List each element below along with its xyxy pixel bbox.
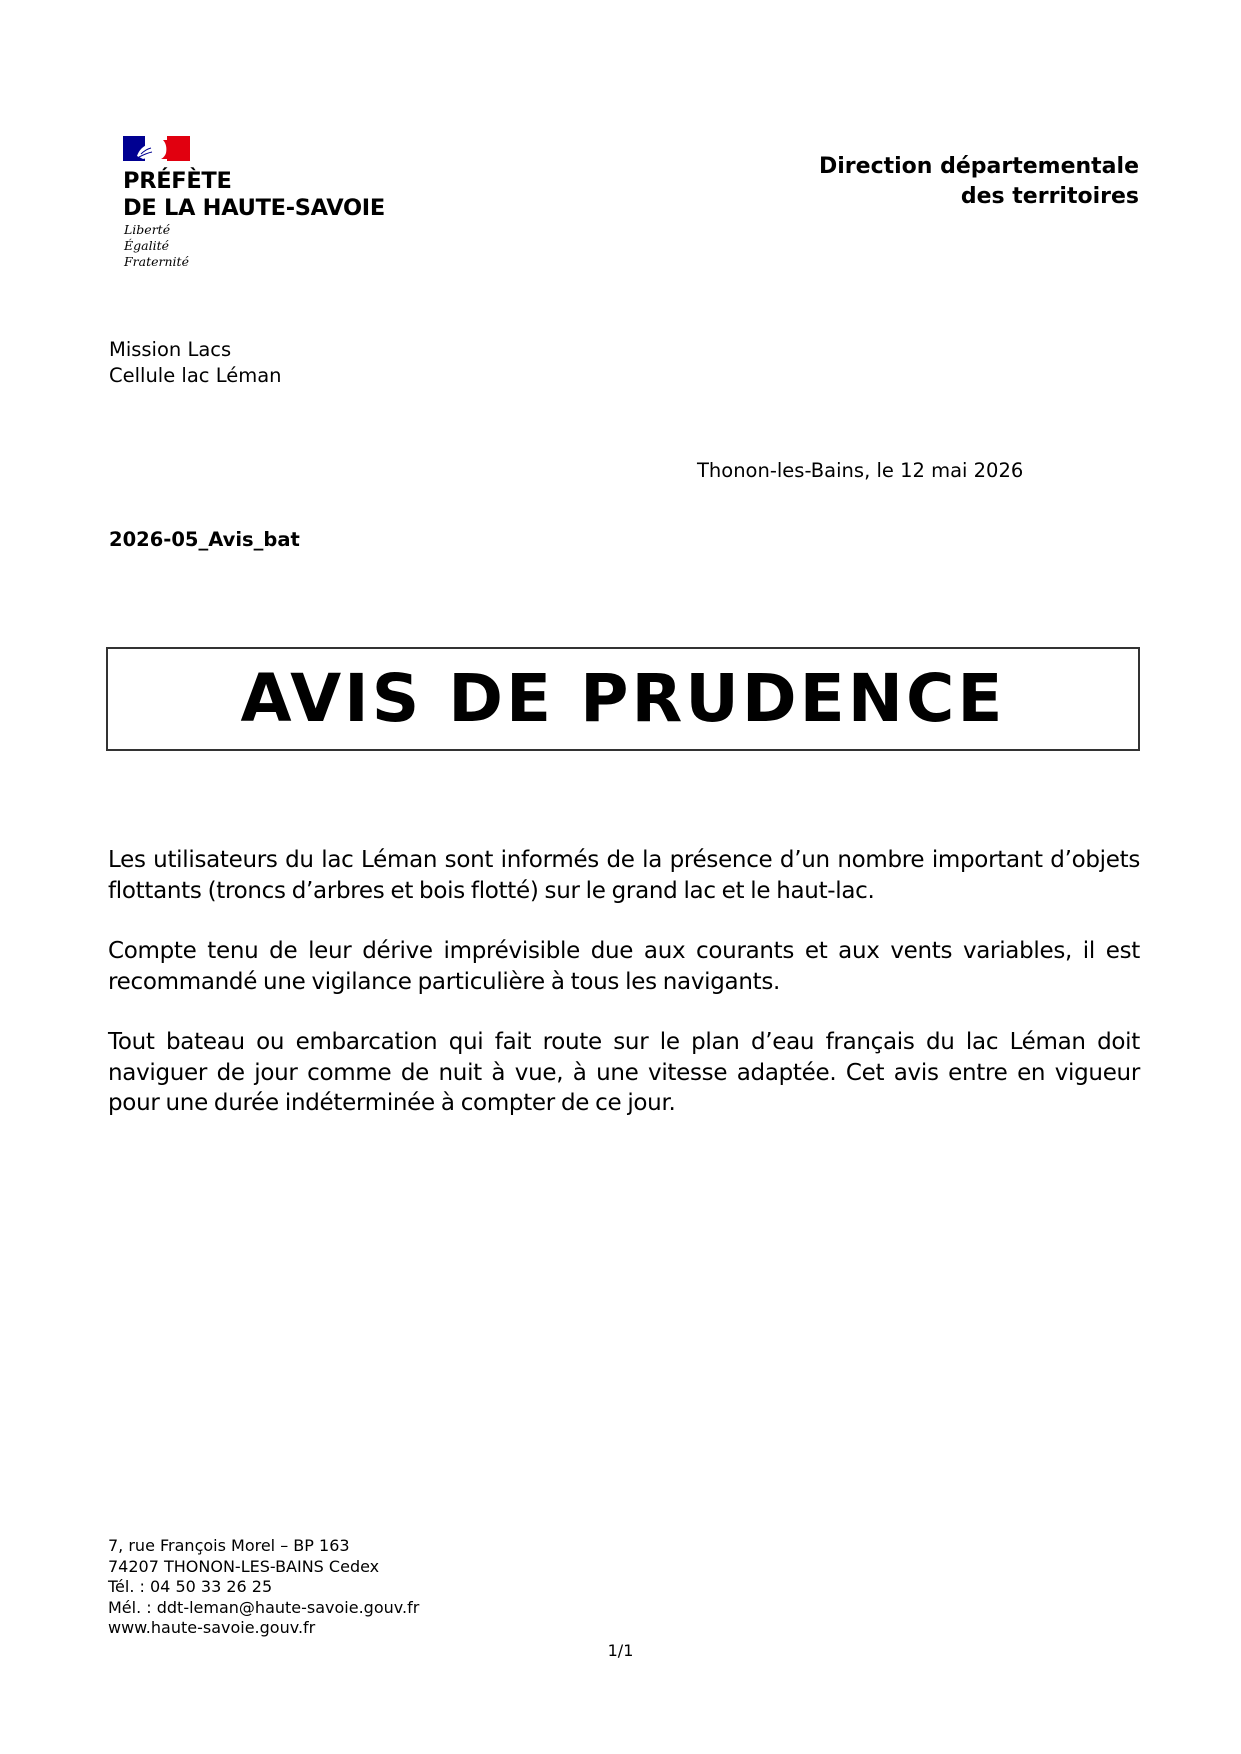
motto-fraternite: Fraternité bbox=[124, 254, 189, 269]
footer-address-line2: 74207 THONON-LES-BAINS Cedex bbox=[108, 1556, 380, 1576]
footer-contact bbox=[108, 1536, 419, 1639]
document-reference: 2026-05_Avis_bat bbox=[109, 528, 300, 551]
logo-title-line2: DE LA HAUTE-SAVOIE bbox=[123, 195, 385, 221]
direction-line1: Direction départementale bbox=[819, 154, 1139, 179]
service-line2: Cellule lac Léman bbox=[109, 364, 282, 387]
body-paragraph-3: Tout bateau ou embarcation qui fait route sur le plan d’eau français du lac Léman doit naviguer de jour comme de nuit à vue, à une vitesse adaptée. Cet avis entre en vigueur pour une durée indéterminée à compter de ce jour. bbox=[108, 1029, 1140, 1116]
service-block bbox=[109, 337, 282, 389]
logo-title-line1: PRÉFÈTE bbox=[123, 168, 232, 194]
body-paragraph-1: Les utilisateurs du lac Léman sont informés de la présence d’un nombre important d’objets flottants (troncs d’arbres et bois flotté) sur le grand lac et le haut-lac. bbox=[108, 847, 1140, 904]
footer-email: Mél. : ddt-leman@haute-savoie.gouv.fr bbox=[108, 1597, 420, 1617]
prefecture-logo-title bbox=[123, 168, 385, 222]
notice-body bbox=[108, 845, 1140, 1149]
marianne-flag-icon bbox=[123, 136, 190, 161]
service-line1: Mission Lacs bbox=[109, 338, 232, 361]
republic-motto bbox=[124, 222, 189, 270]
page-number: 1/1 bbox=[607, 1641, 634, 1660]
title-box bbox=[106, 647, 1140, 751]
motto-egalite: Égalité bbox=[124, 238, 169, 253]
motto-liberte: Liberté bbox=[124, 222, 171, 237]
place-and-date: Thonon-les-Bains, le 12 mai 2026 bbox=[697, 459, 1024, 482]
notice-title: AVIS DE PRUDENCE bbox=[240, 660, 1006, 737]
footer-address-line1: 7, rue François Morel – BP 163 bbox=[108, 1536, 350, 1555]
body-paragraph-2: Compte tenu de leur dérive imprévisible due aux courants et aux vents variables, il est recommandé une vigilance particulière à tous les navigants. bbox=[108, 938, 1140, 995]
footer-website: www.haute-savoie.gouv.fr bbox=[108, 1618, 316, 1637]
footer-phone: Tél. : 04 50 33 26 25 bbox=[108, 1577, 273, 1596]
direction-line2: des territoires bbox=[960, 184, 1139, 209]
issuing-direction bbox=[819, 152, 1139, 212]
